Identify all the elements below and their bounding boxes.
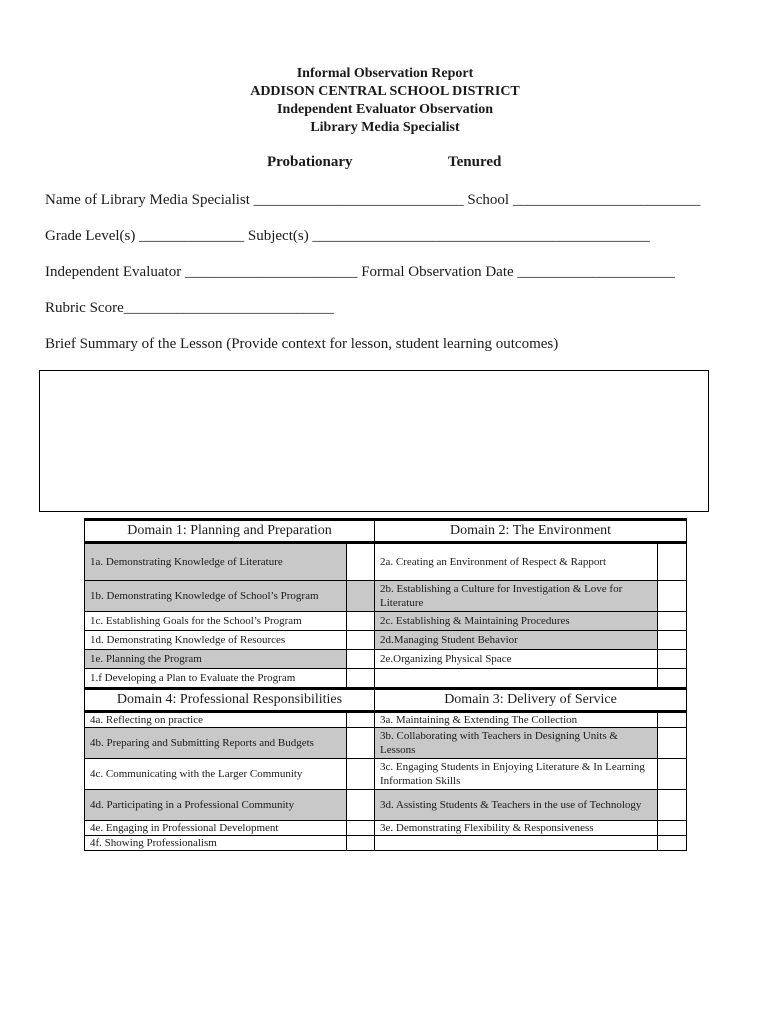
rating-box-1d[interactable] — [347, 631, 375, 650]
rubric-item-4c: 4c. Communicating with the Larger Community — [85, 759, 347, 790]
rating-box-empty — [658, 669, 687, 689]
rating-box-empty — [658, 836, 687, 851]
table-row — [85, 669, 687, 689]
rating-box-1e[interactable] — [347, 650, 375, 669]
rubric-score-field[interactable]: Rubric Score____________________________ — [45, 300, 334, 316]
rubric-item-2e: 2e.Organizing Physical Space — [375, 650, 658, 669]
status-probationary[interactable]: Probationary — [267, 154, 353, 170]
rating-box-1a[interactable] — [347, 543, 375, 581]
rubric-item-1f: 1.f Developing a Plan to Evaluate the Program — [85, 669, 347, 689]
rating-box-2e[interactable] — [658, 650, 687, 669]
rating-box-3a[interactable] — [658, 712, 687, 728]
rating-box-2d[interactable] — [658, 631, 687, 650]
rubric-table — [84, 518, 687, 851]
table-row — [85, 650, 687, 669]
rubric-item-1d: 1d. Demonstrating Knowledge of Resources — [85, 631, 347, 650]
rubric-item-2b: 2b. Establishing a Culture for Investigation & Love for Literature — [375, 581, 658, 612]
domain-header-row — [85, 520, 687, 543]
report-header — [0, 65, 770, 137]
rubric-item-3d: 3d. Assisting Students & Teachers in the use of Technology — [375, 790, 658, 821]
table-row — [85, 821, 687, 836]
role-title: Library Media Specialist — [310, 120, 460, 135]
table-row — [85, 790, 687, 821]
rubric-item-4b: 4b. Preparing and Submitting Reports and Budgets — [85, 728, 347, 759]
domain3-header: Domain 3: Delivery of Service — [375, 689, 687, 712]
rating-box-4b[interactable] — [347, 728, 375, 759]
name-school-field[interactable]: Name of Library Media Specialist ____________________________ School _________________________ — [45, 192, 701, 208]
evaluator-date-field[interactable]: Independent Evaluator _______________________ Formal Observation Date _____________________ — [45, 264, 675, 280]
report-subtitle: Independent Evaluator Observation — [277, 102, 493, 117]
rating-box-2a[interactable] — [658, 543, 687, 581]
domain-header-row — [85, 689, 687, 712]
rating-box-3b[interactable] — [658, 728, 687, 759]
rating-box-1c[interactable] — [347, 612, 375, 631]
district-name: ADDISON CENTRAL SCHOOL DISTRICT — [250, 84, 520, 99]
rating-box-3d[interactable] — [658, 790, 687, 821]
lesson-summary-box[interactable] — [39, 370, 709, 512]
rating-box-4a[interactable] — [347, 712, 375, 728]
rubric-item-1e: 1e. Planning the Program — [85, 650, 347, 669]
rating-box-4c[interactable] — [347, 759, 375, 790]
rubric-item-1a: 1a. Demonstrating Knowledge of Literature — [85, 543, 347, 581]
table-row — [85, 836, 687, 851]
rating-box-2b[interactable] — [658, 581, 687, 612]
rubric-item-4e: 4e. Engaging in Professional Development — [85, 821, 347, 836]
rating-box-2c[interactable] — [658, 612, 687, 631]
rating-box-4d[interactable] — [347, 790, 375, 821]
table-row — [85, 581, 687, 612]
domain1-header: Domain 1: Planning and Preparation — [85, 520, 375, 543]
rating-box-3e[interactable] — [658, 821, 687, 836]
rubric-item-2a: 2a. Creating an Environment of Respect & Rapport — [375, 543, 658, 581]
rubric-item-3e: 3e. Demonstrating Flexibility & Responsiveness — [375, 821, 658, 836]
table-row — [85, 612, 687, 631]
rubric-item-1b: 1b. Demonstrating Knowledge of School’s Program — [85, 581, 347, 612]
rubric-item-3a: 3a. Maintaining & Extending The Collection — [375, 712, 658, 728]
table-row — [85, 631, 687, 650]
domain2-header: Domain 2: The Environment — [375, 520, 687, 543]
table-row — [85, 759, 687, 790]
rubric-item-4f: 4f. Showing Professionalism — [85, 836, 347, 851]
domain4-header: Domain 4: Professional Responsibilities — [85, 689, 375, 712]
table-row — [85, 712, 687, 728]
rubric-item-2c: 2c. Establishing & Maintaining Procedures — [375, 612, 658, 631]
rubric-empty-cell — [375, 836, 658, 851]
table-row — [85, 543, 687, 581]
rubric-item-4d: 4d. Participating in a Professional Community — [85, 790, 347, 821]
lesson-summary-label: Brief Summary of the Lesson (Provide context for lesson, student learning outcomes) — [45, 336, 559, 352]
rubric-item-1c: 1c. Establishing Goals for the School’s Program — [85, 612, 347, 631]
rating-box-4f[interactable] — [347, 836, 375, 851]
rubric-item-3b: 3b. Collaborating with Teachers in Designing Units & Lessons — [375, 728, 658, 759]
rubric-empty-cell — [375, 669, 658, 689]
rubric-item-4a: 4a. Reflecting on practice — [85, 712, 347, 728]
rubric-item-2d: 2d.Managing Student Behavior — [375, 631, 658, 650]
grade-subject-field[interactable]: Grade Level(s) ______________ Subject(s) _____________________________________________ — [45, 228, 650, 244]
rubric-item-3c: 3c. Engaging Students in Enjoying Literature & In Learning Information Skills — [375, 759, 658, 790]
report-title: Informal Observation Report — [296, 66, 474, 81]
rating-box-4e[interactable] — [347, 821, 375, 836]
rating-box-1b[interactable] — [347, 581, 375, 612]
rating-box-1f[interactable] — [347, 669, 375, 689]
status-tenured[interactable]: Tenured — [448, 154, 502, 170]
table-row — [85, 728, 687, 759]
rating-box-3c[interactable] — [658, 759, 687, 790]
